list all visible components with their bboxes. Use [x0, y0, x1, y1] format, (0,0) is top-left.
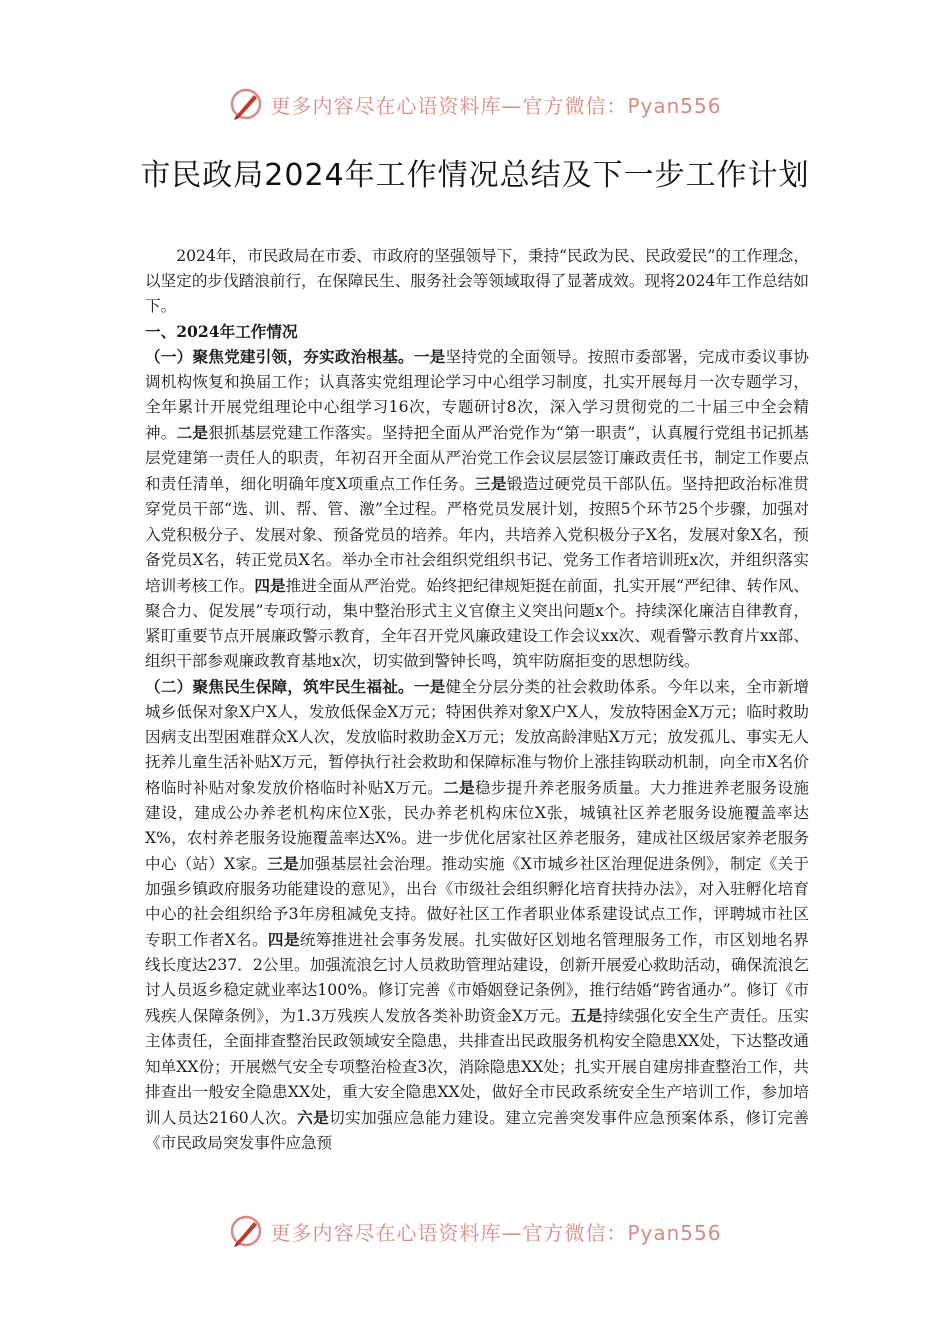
document-body [145, 244, 809, 1156]
intro-paragraph [145, 244, 809, 319]
text-3: 加强基层社会治理。推动实施《X市城乡社区治理促进条例》，制定《关于加强乡镇政府服务功能建设的意见》，出台《市级社会组织孵化培育扶持办法》，对入驻孵化培育中心的社会组织给予3年房租减免支持。做好社区工作者职业体系建设试点工作，评聘城市社区专职工作者X名。 [145, 855, 809, 950]
pen-circle-logo-icon [228, 1213, 264, 1249]
text-3: 锻造过硬党员干部队伍。坚持把政治标准贯穿党员干部“选、训、帮、管、激”全过程。严格党员发展计划，按照5个环节25个步骤，加强对入党积极分子、发展对象、预备党员的培养。年内，共培养入党积极分子X名，发展对象X名，预备党员X名，转正党员X名。举办全市社会组织党组织书记、党务工作者培训班x次，并组织落实培训考核工作。 [145, 475, 809, 595]
keyword-4: 四是 [267, 930, 300, 950]
keyword-6: 六是 [297, 1107, 330, 1127]
watermark-footer [0, 1211, 950, 1251]
paragraph-party-building [145, 344, 809, 674]
keyword-4: 四是 [254, 575, 286, 595]
keyword-1: 一是 [413, 676, 446, 696]
text-6: 切实加强应急能力建设。建立完善突发事件应急预案体系，修订完善《市民政局突发事件应急预 [145, 1108, 809, 1152]
keyword-5: 五是 [570, 1006, 603, 1026]
pen-circle-logo-icon [228, 86, 264, 122]
text-2: 狠抓基层党建工作落实。坚持把全面从严治党作为“第一职责”，认真履行党组书记抓基层党建第一责任人的职责，年初召开全面从严治党工作会议层层签订廉政责任书，制定工作要点和责任清单，细化明确年度X项重点工作任务。 [145, 424, 809, 494]
watermark-text: 更多内容尽在心语资料库—官方微信：Pyan556 [270, 1220, 722, 1245]
keyword-2: 二是 [443, 777, 475, 797]
text-1: 坚持党的全面领导。按照市委部署，完成市委议事协调机构恢复和换届工作；认真落实党组理论学习中心组学习制度，扎实开展每月一次专题学习，全年累计开展党组理论中心组学习16次，专题研讨8次，深入学习贯彻党的二十届三中全会精神。 [145, 348, 809, 443]
text-4: 推进全面从严治党。始终把纪律规矩挺在前面，扎实开展“严纪律、转作风、聚合力、促发展”专项行动，集中整治形式主义官僚主义突出问题x个。持续深化廉洁自律教育，紧盯重要节点开展廉政警示教育，全年召开党风廉政建设工作会议xx次、观看警示教育片xx部、组织干部参观廉政教育基地x次，切实做到警钟长鸣，筑牢防腐拒变的思想防线。 [145, 576, 809, 670]
text-4: 统筹推进社会事务发展。扎实做好区划地名管理服务工作，市区划地名界线长度达237．2公里。加强流浪乞讨人员救助管理站建设，创新开展爱心救助活动，确保流浪乞讨人员返乡稳定就业率达100%。修订完善《市婚姻登记条例》，推行结婚“跨省通办”。修订《市残疾人保障条例》，为1.3万残疾人发放各类补助资金X万元。 [145, 931, 809, 1026]
watermark-text: 更多内容尽在心语资料库—官方微信：Pyan556 [270, 93, 722, 118]
intro-text: 2024年，市民政局在市委、市政府的坚强领导下，秉持“民政为民、民政爱民”的工作理念，以坚定的步伐踏浪前行，在保障民生、服务社会等领域取得了显著成效。现将2024年工作总结如下。 [145, 247, 809, 316]
keyword-1: 一是 [413, 347, 446, 367]
keyword-3: 三是 [267, 854, 299, 874]
watermark-header [0, 84, 950, 124]
text-2: 稳步提升养老服务质量。大力推进养老服务设施建设，建成公办养老机构床位X张，民办养老机构床位X张，城镇社区养老服务设施覆盖率达X%，农村养老服务设施覆盖率达X%。进一步优化居家社区养老服务，建成社区级居家养老服务中心（站）X家。 [145, 778, 809, 874]
paragraph-lead: （二）聚焦民生保障，筑牢民生福祉。 [145, 676, 414, 696]
keyword-3: 三是 [474, 474, 507, 494]
keyword-2: 二是 [176, 423, 209, 443]
document-title: 市民政局2024年工作情况总结及下一步工作计划 [140, 158, 810, 193]
paragraph-lead: （一）聚焦党建引领，夯实政治根基。 [145, 347, 414, 367]
section-heading: 一、2024年工作情况 [145, 322, 298, 342]
text-5: 持续强化安全生产责任。压实主体责任，全面排查整治民政领域安全隐患，共排查出民政服务机构安全隐患XX处，下达整改通知单XX份；开展燃气安全专项整治检查3次，消除隐患XX处；扎实开展自建房排查整治工作，共排查出一般安全隐患XX处，重大安全隐患XX处，做好全市民政系统安全生产培训工作，参加培训人员达2160人次。 [145, 1007, 809, 1127]
text-1: 健全分层分类的社会救助体系。今年以来，全市新增城乡低保对象X户X人，发放低保金X万元；特困供养对象X户X人，发放特困金X万元；临时救助因病支出型困难群众X人次，发放临时救助金X万元；发放高龄津贴X万元；放发孤儿、事实无人抚养儿童生活补贴X万元，暂停执行社会救助和保障标准与物价上涨挂钩联动机制，向全市X名价格临时补贴对象发放价格临时补贴X万元。 [145, 677, 809, 797]
paragraph-livelihood [145, 674, 809, 1156]
